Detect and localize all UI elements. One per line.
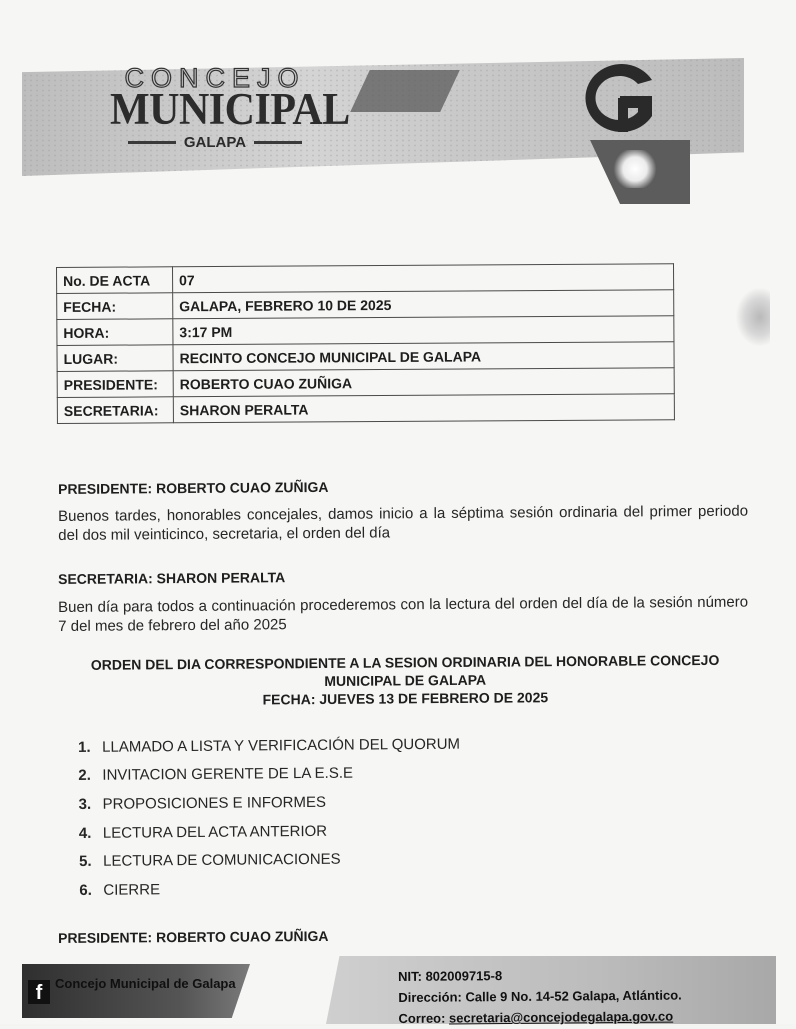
footer-nit: NIT: 802009715-8 [398, 968, 503, 984]
row-value: RECINTO CONCEJO MUNICIPAL DE GALAPA [173, 342, 674, 371]
row-label: HORA: [57, 319, 173, 346]
paragraph-opening: Buenos tardes, honorables concejales, damos inicio a la séptima sesión ordinaria del primer periodo del dos mil veinticinco, secretaria, el orden del día [58, 502, 749, 544]
footer-social-band [22, 964, 250, 1018]
table-row [57, 368, 674, 398]
agenda-list [78, 729, 559, 905]
row-value: SHARON PERALTA [173, 394, 674, 423]
correo-link[interactable]: secretaria@concejodegalapa.gov.co [448, 1008, 674, 1026]
logo-sub [110, 134, 320, 151]
table-row [57, 264, 674, 294]
footer-direccion: Dirección: Calle 9 No. 14-52 Galapa, Atlántico. [398, 987, 682, 1005]
list-item [78, 786, 558, 819]
logo-sub-text: GALAPA [183, 134, 247, 151]
row-label: PRESIDENTE: [57, 371, 173, 398]
row-label: No. DE ACTA [57, 267, 173, 294]
list-item [78, 757, 558, 790]
row-value: ROBERTO CUAO ZUÑIGA [173, 368, 674, 397]
orden-line-3: FECHA: JUEVES 13 DE FEBRERO DE 2025 [262, 689, 549, 708]
speaker-secretaria: SECRETARIA: SHARON PERALTA [58, 569, 286, 587]
table-row [57, 316, 674, 346]
orden-line-1: ORDEN DEL DIA CORRESPONDIENTE A LA SESION ORDINARIA DEL HONORABLE CONCEJO [90, 651, 720, 673]
table-row [57, 394, 674, 424]
item-number: 6. [79, 881, 92, 899]
row-label: FECHA: [57, 293, 173, 320]
margin-stamp-mark [736, 288, 770, 346]
paragraph-secretaria: Buen día para todos a continuación procederemos con la lectura del orden del día de la sesión número 7 del mes de febrero del año 2025 [58, 593, 749, 635]
g-emblem-icon [576, 58, 660, 138]
speaker-presidente: PRESIDENTE: ROBERTO CUAO ZUÑIGA [58, 478, 329, 497]
item-number: 5. [79, 853, 92, 871]
row-value: 3:17 PM [173, 316, 674, 345]
logo-main-text: MUNICIPAL [110, 85, 350, 135]
item-text: PROPOSICIONES E INFORMES [102, 793, 327, 813]
item-text: LECTURA DEL ACTA ANTERIOR [102, 822, 328, 842]
row-value: 07 [173, 264, 674, 293]
list-item [79, 872, 559, 905]
table-row [57, 342, 674, 372]
row-label: SECRETARIA: [57, 397, 173, 424]
concejo-logo [110, 63, 350, 151]
row-label: LUGAR: [57, 345, 173, 372]
speaker-presidente-closing: PRESIDENTE: ROBERTO CUAO ZUÑIGA [58, 927, 329, 946]
logo-rule-right [254, 141, 302, 144]
item-text: CIERRE [103, 881, 161, 899]
orden-line-2: MUNICIPAL DE GALAPA [324, 671, 487, 690]
acta-info-table [56, 263, 675, 424]
facebook-page-name: Concejo Municipal de Galapa [55, 976, 236, 991]
list-item [79, 815, 559, 848]
banner-light-spot [612, 150, 658, 188]
orden-heading [70, 651, 740, 710]
item-number: 4. [78, 824, 92, 842]
item-number: 3. [78, 795, 92, 813]
item-text: LECTURA DE COMUNICACIONES [103, 850, 341, 870]
footer-contact-info [398, 964, 682, 1029]
item-text: LLAMADO A LISTA Y VERIFICACIÓN DEL QUORUM [102, 735, 461, 756]
logo-top-text: CONCEJO [124, 63, 306, 93]
logo-rule-left [128, 141, 176, 144]
facebook-icon: f [28, 980, 50, 1004]
row-value: GALAPA, FEBRERO 10 DE 2025 [173, 290, 674, 319]
list-item [78, 729, 558, 762]
footer-correo [398, 1006, 682, 1029]
table-row [57, 290, 674, 320]
list-item [79, 843, 559, 876]
correo-label: Correo: [398, 1010, 450, 1026]
item-text: INVITACION GERENTE DE LA E.S.E [102, 764, 354, 785]
item-number: 2. [78, 767, 91, 785]
item-number: 1. [78, 738, 91, 756]
